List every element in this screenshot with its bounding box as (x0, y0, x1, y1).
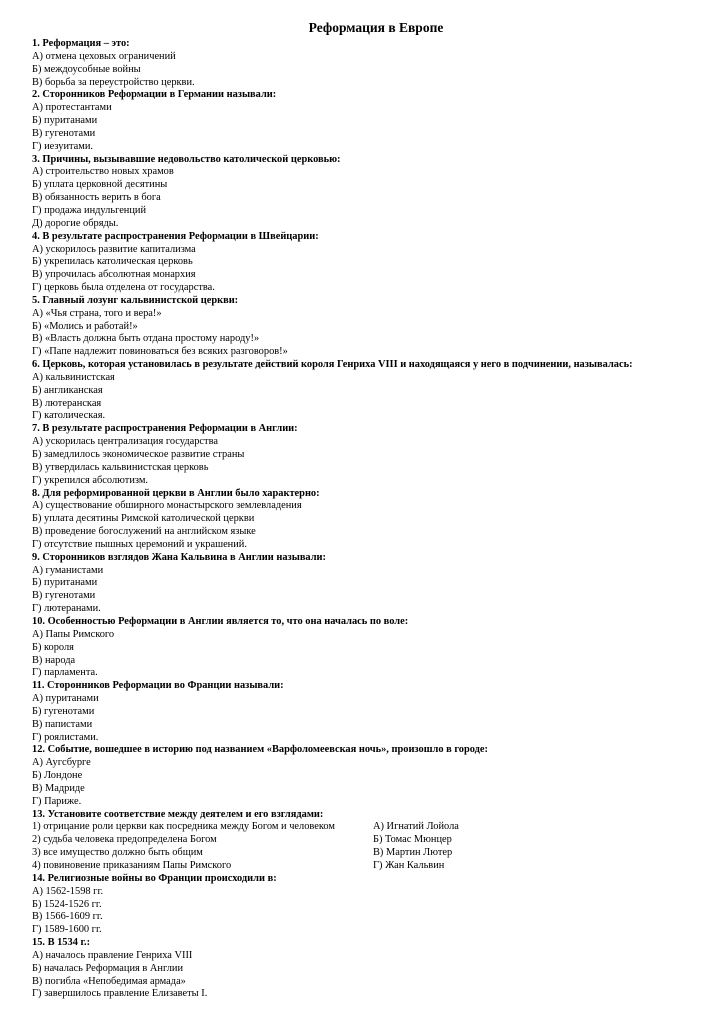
answer-option: Б) замедлилось экономическое развитие страны (32, 449, 245, 460)
question (32, 552, 712, 616)
answer-option: Б) началась Реформация в Англии (32, 962, 184, 974)
answer-option: А) 1562-1598 гг. (32, 885, 104, 897)
match-row (32, 821, 712, 834)
question-title: 7. В результате распространения Реформации в Англии: (32, 423, 298, 435)
answer-option: В) «Власть должна быть отдана простому народу!» (32, 333, 260, 345)
answer-option: А) Аугсбурге (32, 757, 91, 769)
match-person: В) Мартин Лютер (373, 847, 453, 859)
match-statement: 4) повиновение приказаниям Папы Римского (32, 860, 232, 871)
question-title: 4. В результате распространения Реформации в Швейцарии: (32, 230, 319, 242)
answer-option: А) гуманистами (32, 564, 104, 576)
answer-option: Г) отсутствие пышных церемоний и украшений. (32, 538, 247, 550)
answer-option: В) народа (32, 654, 76, 666)
match-person: А) Игнатий Лойола (373, 821, 459, 833)
match-statement: 3) все имущество должно быть общим (32, 847, 203, 859)
question-title: 1. Реформация – это: (32, 38, 130, 49)
answer-option: В) утвердилась кальвинистская церковь (32, 461, 209, 473)
question-title: 15. В 1534 г.: (32, 937, 91, 949)
answer-option: Б) гугенотами (32, 705, 95, 717)
answer-option: В) гугенотами (32, 590, 96, 602)
question-title: 8. Для реформированной церкви в Англии было характерно: (32, 487, 320, 499)
answer-option: Б) уплата церковной десятины (32, 179, 168, 191)
document-page (32, 20, 712, 1001)
question-title: 13. Установите соответствие между деятелем и его взглядами: (32, 808, 324, 820)
answer-option: Б) уплата десятины Римской католической церкви (32, 513, 255, 525)
answer-option: Б) «Молись и работай!» (32, 320, 138, 332)
answer-option: Б) междоусобные войны (32, 63, 141, 75)
match-row (32, 847, 712, 860)
question-title: 2. Сторонников Реформации в Германии называли: (32, 89, 277, 101)
answer-option: Г) «Папе надлежит повиноваться без всяких разговоров!» (32, 346, 288, 358)
answer-option: Г) церковь была отделена от государства. (32, 282, 215, 294)
answer-option: А) отмена цеховых ограничений (32, 50, 176, 62)
answer-option: А) строительство новых храмов (32, 166, 174, 178)
questions-block (32, 38, 712, 809)
answer-option: Д) дорогие обряды. (32, 217, 119, 229)
match-statement: 1) отрицание роли церкви как посредника между Богом и человеком (32, 821, 335, 833)
answer-option: А) «Чья страна, того и вера!» (32, 307, 162, 319)
answer-option: А) началось правление Генриха VIII (32, 949, 193, 961)
answer-option: Г) католическая. (32, 410, 106, 422)
question (32, 744, 712, 808)
question (32, 89, 712, 153)
answer-option: Б) пуританами (32, 115, 98, 127)
answer-option: Г) лютеранами. (32, 603, 101, 615)
answer-option: А) Папы Римского (32, 628, 115, 640)
answer-option: Г) роялистами. (32, 731, 99, 743)
answer-option: Б) англиканская (32, 384, 103, 396)
match-person: Б) Томас Мюнцер (373, 834, 452, 846)
answer-option: В) Мадриде (32, 782, 85, 794)
answer-option: Г) иезуитами. (32, 140, 94, 152)
answer-option: В) проведение богослужений на английском языке (32, 526, 256, 538)
question (32, 38, 712, 89)
answer-option: Г) укрепился абсолютизм. (32, 474, 149, 486)
answer-option: В) лютеранская (32, 397, 102, 409)
question-title: 5. Главный лозунг кальвинистской церкви: (32, 294, 239, 306)
question (32, 937, 712, 1001)
question (32, 154, 712, 231)
question-title: 14. Религиозные войны во Франции происходили в: (32, 872, 277, 884)
answer-option: Б) 1524-1526 гг. (32, 898, 102, 910)
question-title: 9. Сторонников взглядов Жана Кальвина в Англии называли: (32, 551, 326, 563)
answer-option: А) пуританами (32, 693, 99, 705)
answer-option: В) 1566-1609 гг. (32, 911, 103, 923)
matching-question (32, 809, 712, 873)
answer-option: А) существование обширного монастырского землевладения (32, 500, 302, 512)
question (32, 231, 712, 295)
answer-option: В) борьба за переустройство церкви. (32, 76, 195, 88)
answer-option: А) ускорилась централизация государства (32, 436, 218, 448)
answer-option: Б) короля (32, 641, 74, 653)
questions-block-tail (32, 873, 712, 1001)
answer-option: Г) Париже. (32, 795, 82, 807)
question (32, 680, 712, 744)
question-title: 10. Особенностью Реформации в Англии является то, что она началась по воле: (32, 615, 409, 627)
answer-option: Г) 1589-1600 гг. (32, 924, 102, 936)
answer-option: В) гугенотами (32, 127, 96, 139)
match-row (32, 834, 712, 847)
answer-option: Г) продажа индульгенций (32, 204, 147, 216)
answer-option: Б) пуританами (32, 577, 98, 589)
question-title: 11. Сторонников Реформации во Франции называли: (32, 680, 284, 692)
answer-option: В) обязанность верить в бога (32, 192, 161, 204)
match-person: Г) Жан Кальвин (373, 860, 445, 871)
answer-option: Г) парламента. (32, 667, 98, 679)
question-title: 12. Событие, вошедшее в историю под названием «Варфоломеевская ночь», произошло в городе: (32, 744, 489, 756)
answer-option: Г) завершилось правление Елизаветы I. (32, 988, 208, 1000)
question-title: 3. Причины, вызывавшие недовольство католической церковью: (32, 153, 341, 165)
answer-option: В) упрочилась абсолютная монархия (32, 269, 196, 281)
answer-option: Б) укрепилась католическая церковь (32, 256, 193, 268)
question (32, 873, 712, 937)
answer-option: В) погибла «Непобедимая армада» (32, 975, 186, 987)
question-title: 6. Церковь, которая установилась в результате действий короля Генриха VIII и находящаяся у него в подчинении, называлась: (32, 359, 633, 371)
question (32, 295, 712, 359)
match-row (32, 860, 712, 873)
question (32, 488, 712, 552)
question (32, 616, 712, 680)
answer-option: Б) Лондоне (32, 770, 83, 782)
match-statement: 2) судьба человека предопределена Богом (32, 834, 217, 846)
page-title: Реформация в Европе (308, 20, 444, 35)
question (32, 423, 712, 487)
answer-option: А) кальвинистская (32, 371, 115, 383)
question (32, 359, 712, 423)
answer-option: А) протестантами (32, 102, 112, 114)
answer-option: А) ускорилось развитие капитализма (32, 243, 196, 255)
answer-option: В) папистами (32, 718, 93, 730)
